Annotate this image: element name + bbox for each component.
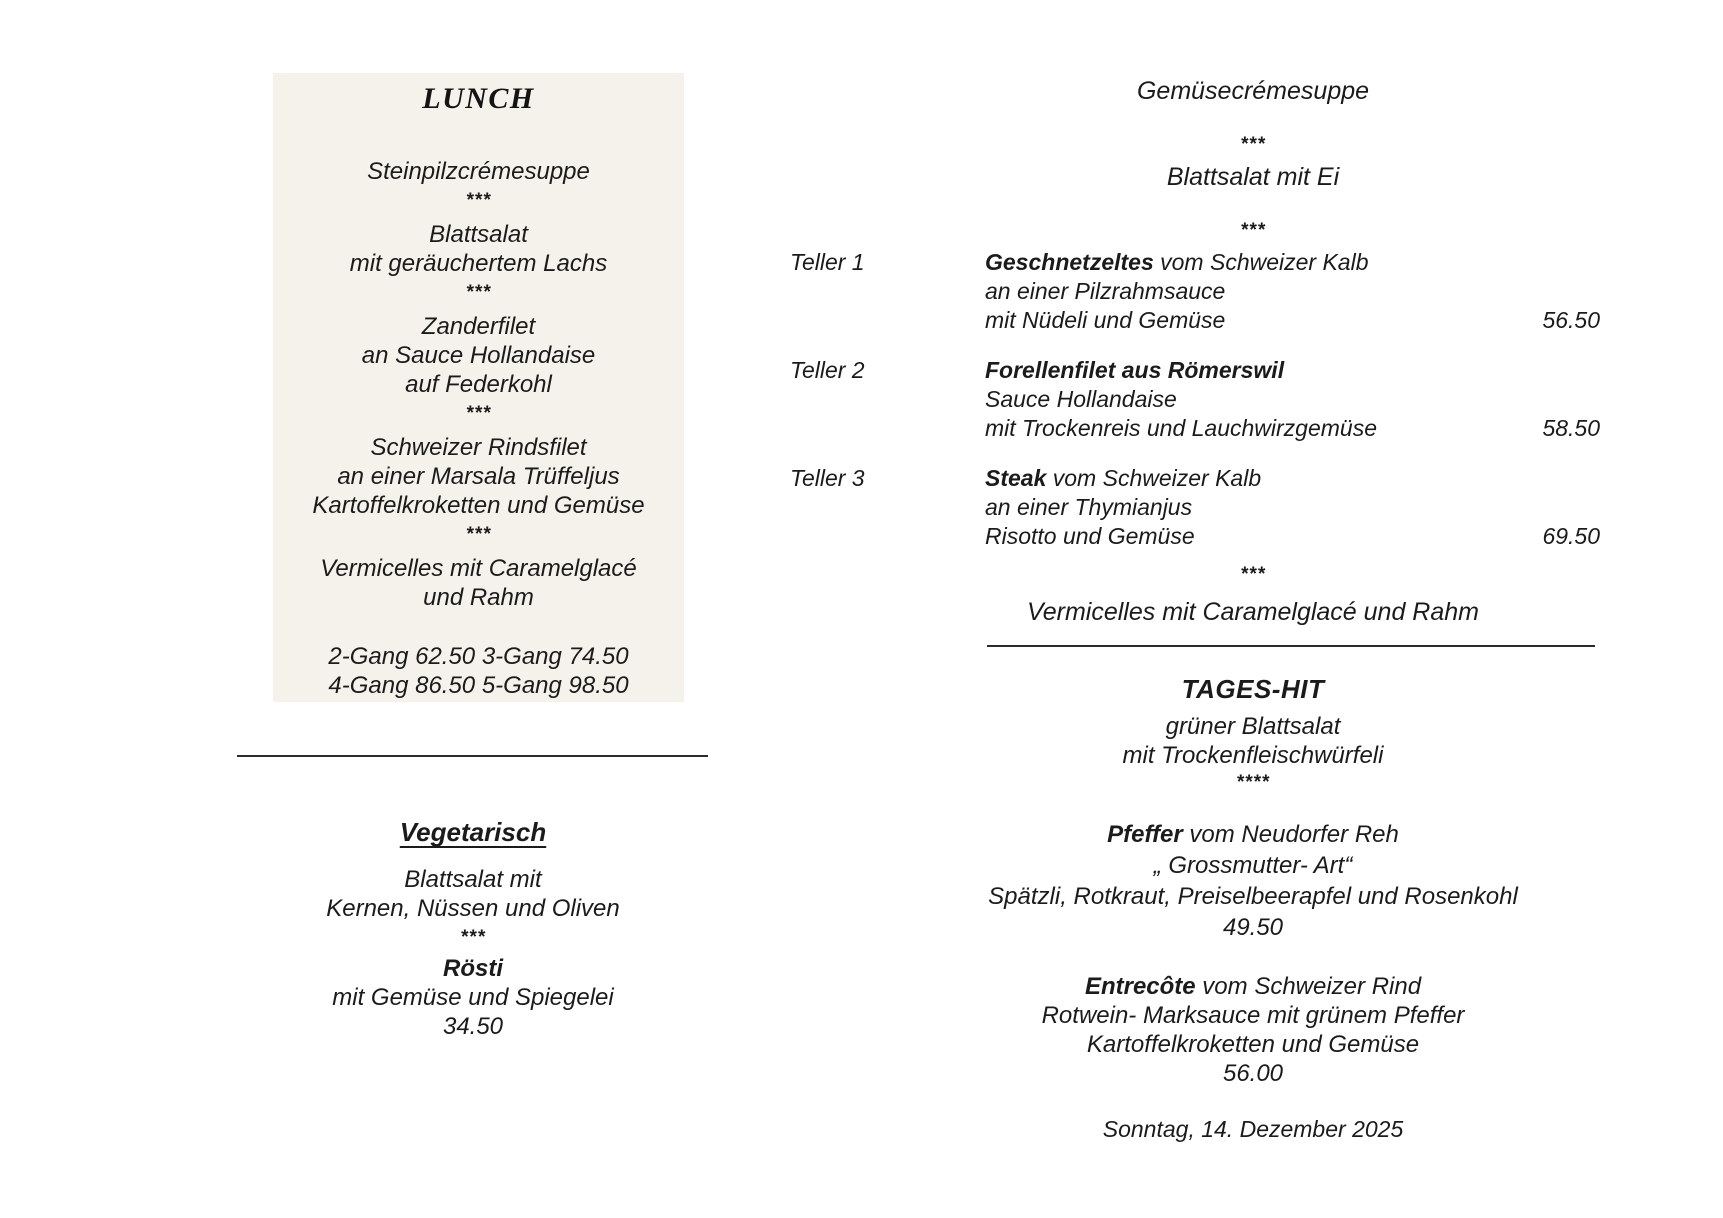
tages-hit-salad <box>950 712 1556 792</box>
teller-1-label: Teller 1 <box>790 249 865 275</box>
lunch-course-soup: Steinpilzcrémesuppe <box>367 158 590 185</box>
teller-2-row <box>790 356 1600 443</box>
separator-stars: *** <box>465 403 492 424</box>
teller-3-description <box>985 464 1520 551</box>
daily-dessert-line: Vermicelles mit Caramelglacé und Rahm <box>1026 598 1479 626</box>
tages-hit-dish-1 <box>950 819 1556 943</box>
tages-salad-line-2: mit Trockenfleischwürfeli <box>1122 742 1384 769</box>
right-section-divider <box>987 645 1595 647</box>
teller-3-label: Teller 3 <box>790 465 865 491</box>
tages-salad-line-1: grüner Blattsalat <box>1165 713 1341 740</box>
menu-date: Sonntag, 14. Dezember 2025 <box>1102 1116 1404 1142</box>
separator-stars: *** <box>1240 220 1266 241</box>
separator-stars: *** <box>1240 564 1266 585</box>
lunch-course-fish-desc1: an Sauce Hollandaise <box>361 342 596 369</box>
daily-starter-soup: Gemüsecrémesuppe <box>1136 77 1370 105</box>
tages-hit-title: TAGES-HIT <box>1181 674 1325 704</box>
dish-2-line-3: Kartoffelkroketten und Gemüse <box>1086 1031 1420 1058</box>
teller-1-row <box>790 248 1600 335</box>
lunch-course-meat-desc2: Kartoffelkroketten und Gemüse <box>312 492 645 519</box>
dish-name-rest: vom Neudorfer Reh <box>1182 821 1399 848</box>
teller-2-line-3: mit Trockenreis und Lauchwirzgemüse <box>985 415 1378 441</box>
teller-2-description <box>985 356 1520 443</box>
dish-name-rest: vom Schweizer Kalb <box>1046 465 1262 491</box>
dish-name-bold: Steak <box>985 465 1047 491</box>
separator-stars: *** <box>465 190 492 211</box>
lunch-course-salad: Blattsalat <box>429 221 528 248</box>
dish-name-rest: vom Schweizer Rind <box>1195 973 1422 1000</box>
dish-1-price: 49.50 <box>1222 914 1284 941</box>
veg-salad-line-1: Blattsalat mit <box>404 866 542 893</box>
teller-3-price: 69.50 <box>1542 523 1600 549</box>
dish-2-title <box>950 972 1556 1001</box>
lunch-course-dessert: Vermicelles mit Caramelglacé <box>320 555 637 582</box>
teller-1-line-2: an einer Pilzrahmsauce <box>985 278 1226 304</box>
dish-name-bold: Entrecôte <box>1084 973 1196 1000</box>
teller-2-title <box>985 356 1520 385</box>
separator-stars: **** <box>1236 772 1270 793</box>
separator-stars: *** <box>465 282 492 303</box>
vegetarisch-section <box>237 817 709 1041</box>
left-section-divider <box>237 755 708 757</box>
veg-dish-desc: mit Gemüse und Spiegelei <box>332 984 614 1011</box>
dish-name-bold: Forellenfilet aus Römerswil <box>985 357 1285 383</box>
veg-dish-name: Rösti <box>443 955 503 982</box>
teller-1-description <box>985 248 1520 335</box>
lunch-course-list <box>273 157 684 700</box>
teller-3-line-3: Risotto und Gemüse <box>985 523 1195 549</box>
dish-1-line-3: Spätzli, Rotkraut, Preiselbeerapfel und Rosenkohl <box>988 883 1518 910</box>
lunch-title: LUNCH <box>422 82 535 115</box>
lunch-card <box>273 73 684 702</box>
teller-1-line-3: mit Nüdeli und Gemüse <box>985 307 1226 333</box>
lunch-course-fish-desc2: auf Federkohl <box>405 371 552 398</box>
teller-2-price: 58.50 <box>1542 415 1600 441</box>
tages-hit-dish-2 <box>950 972 1556 1088</box>
lunch-course-dessert-desc: und Rahm <box>423 584 534 611</box>
separator-stars: *** <box>1240 134 1266 155</box>
teller-2-line-2: Sauce Hollandaise <box>985 386 1177 412</box>
dish-1-title <box>950 819 1556 850</box>
separator-stars: *** <box>465 524 492 545</box>
vegetarisch-title: Vegetarisch <box>399 817 547 847</box>
lunch-course-fish: Zanderfilet <box>421 313 536 340</box>
dish-name-rest: vom Schweizer Kalb <box>1153 249 1369 275</box>
teller-1-price: 56.50 <box>1542 307 1600 333</box>
teller-3-title <box>985 464 1520 493</box>
daily-starters-section <box>950 76 1556 240</box>
teller-2-label: Teller 2 <box>790 357 865 383</box>
lunch-course-meat-desc1: an einer Marsala Trüffeljus <box>337 463 620 490</box>
dish-name-bold: Pfeffer <box>1107 821 1183 848</box>
teller-3-row <box>790 464 1600 551</box>
teller-3-line-2: an einer Thymianjus <box>985 494 1193 520</box>
lunch-course-meat: Schweizer Rindsfilet <box>370 434 587 461</box>
dish-2-price: 56.00 <box>1222 1060 1284 1087</box>
veg-salad-line-2: Kernen, Nüssen und Oliven <box>326 895 620 922</box>
lunch-pricing-line-1: 2-Gang 62.50 3-Gang 74.50 <box>328 643 629 670</box>
lunch-course-salad-desc: mit geräuchertem Lachs <box>349 250 608 277</box>
veg-dish-price: 34.50 <box>442 1013 504 1040</box>
separator-stars: *** <box>460 927 486 948</box>
dish-2-line-2: Rotwein- Marksauce mit grünem Pfeffer <box>1041 1002 1465 1029</box>
lunch-pricing-line-2: 4-Gang 86.50 5-Gang 98.50 <box>328 672 629 699</box>
teller-1-title <box>985 248 1520 277</box>
dish-name-bold: Geschnetzeltes <box>985 249 1154 275</box>
daily-starter-salad: Blattsalat mit Ei <box>1166 163 1340 191</box>
dish-1-line-2: „ Grossmutter- Art“ <box>1153 852 1353 879</box>
